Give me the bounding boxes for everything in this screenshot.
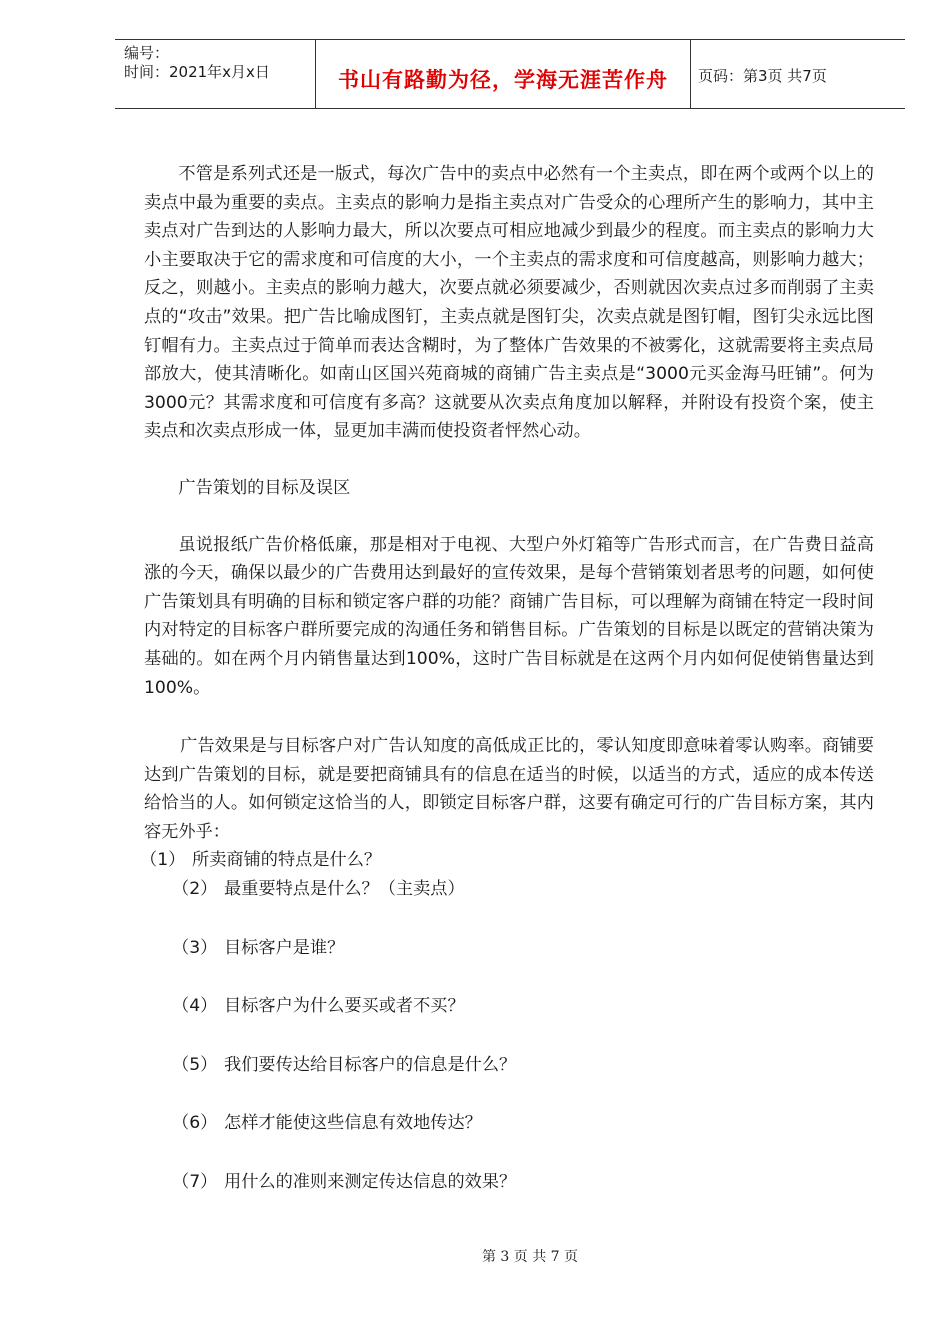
- list-item-text: 最重要特点是什么？（主卖点）: [224, 879, 465, 900]
- paragraph-ad-goal: 虽说报纸广告价格低廉，那是相对于电视、大型户外灯箱等广告形式而言，在广告费日益高涨的今天，确保以最少的广告费用达到最好的宣传效果，是每个营销策划者思考的问题，如何使广告策划具有明确的目标和锁定客户群的功能？商铺广告目标，可以理解为商铺在特定一段时间内对特定的目标客户群所要完成的沟通任务和销售目标。广告策划的目标是以既定的营销决策为基础的。如在两个月内销售量达到100%，这时广告目标就是在这两个月内如何促使销售量达到100%。: [144, 534, 874, 698]
- document-body: [140, 160, 874, 1197]
- list-item: [172, 875, 874, 904]
- paragraph-ad-effect: 广告效果是与目标客户对广告认知度的高低成正比的，零认知度即意味着零认购率。商铺要达到广告策划的目标，就是要把商铺具有的信息在适当的时候，以适当的方式，适应的成本传送给恰当的人。如何锁定这恰当的人，即锁定目标客户群，这要有确定可行的广告目标方案，其内容无外乎：: [144, 736, 874, 842]
- list-item-text: 目标客户是谁？: [224, 937, 345, 958]
- list-item: [172, 1109, 874, 1138]
- list-item-number: （4）: [172, 996, 218, 1017]
- list-item-number: （3）: [172, 937, 218, 958]
- list-item: [140, 846, 874, 875]
- document-number-label: 编号：: [124, 44, 170, 62]
- paragraph-gap: [144, 503, 874, 531]
- section-heading: 广告策划的目标及误区: [178, 477, 351, 498]
- list-item-text: 所卖商铺的特点是什么？: [192, 850, 382, 871]
- header-meta-cell: [115, 40, 315, 108]
- document-header: [115, 39, 905, 109]
- list-item: [172, 992, 874, 1021]
- list-item: [172, 934, 874, 963]
- list-item-number: （6）: [172, 1113, 218, 1134]
- list-item-number: （1）: [140, 850, 186, 871]
- header-page-cell: [690, 40, 905, 108]
- list-item-number: （5）: [172, 1054, 218, 1075]
- question-list: [140, 846, 874, 1196]
- header-motto-cell: [315, 40, 691, 108]
- list-item-text: 目标客户为什么要买或者不买？: [224, 996, 465, 1017]
- page-footer: 第 3 页 共 7 页: [481, 1249, 579, 1265]
- list-item-number: （7）: [172, 1172, 218, 1193]
- paragraph-gap: [144, 446, 874, 474]
- list-item-text: 用什么的准则来测定传达信息的效果？: [224, 1172, 517, 1193]
- list-item: [172, 1051, 874, 1080]
- list-item-text: 怎样才能使这些信息有效地传达？: [224, 1113, 482, 1134]
- header-page-info: 页码：第3页 共7页: [698, 67, 827, 85]
- paragraph-main-selling-point: 不管是系列式还是一版式，每次广告中的卖点中必然有一个主卖点，即在两个或两个以上的卖点中最为重要的卖点。主卖点的影响力是指主卖点对广告受众的心理所产生的影响力，其中主卖点对广告到达的人影响力最大，所以次要点可相应地减少到最少的程度。而主卖点的影响力大小主要取决于它的需求度和可信度的大小，一个主卖点的需求度和可信度越高，则影响力越大；反之，则越小。主卖点的影响力越大，次要点就必须要减少，否则就因次卖点过多而削弱了主卖点的“攻击”效果。把广告比喻成图钉，主卖点就是图钉尖，次卖点就是图钉帽，图钉尖永远比图钉帽有力。主卖点过于简单而表达含糊时，为了整体广告效果的不被雾化，这就需要将主卖点局部放大，使其清晰化。如南山区国兴苑商城的商铺广告主卖点是“3000元买金海马旺铺”。何为3000元？其需求度和可信度有多高？这就要从次卖点角度加以解释，并附设有投资个案，使主卖点和次卖点形成一体，显更加丰满而使投资者怦然心动。: [144, 164, 874, 442]
- header-motto: 书山有路勤为径，学海无涯苦作舟: [338, 68, 668, 92]
- list-item: [172, 1168, 874, 1197]
- list-item-text: 我们要传达给目标客户的信息是什么？: [224, 1054, 517, 1075]
- paragraph-gap: [144, 702, 874, 732]
- document-time-label: 时间：2021年x月x日: [124, 63, 270, 81]
- list-item-number: （2）: [172, 879, 218, 900]
